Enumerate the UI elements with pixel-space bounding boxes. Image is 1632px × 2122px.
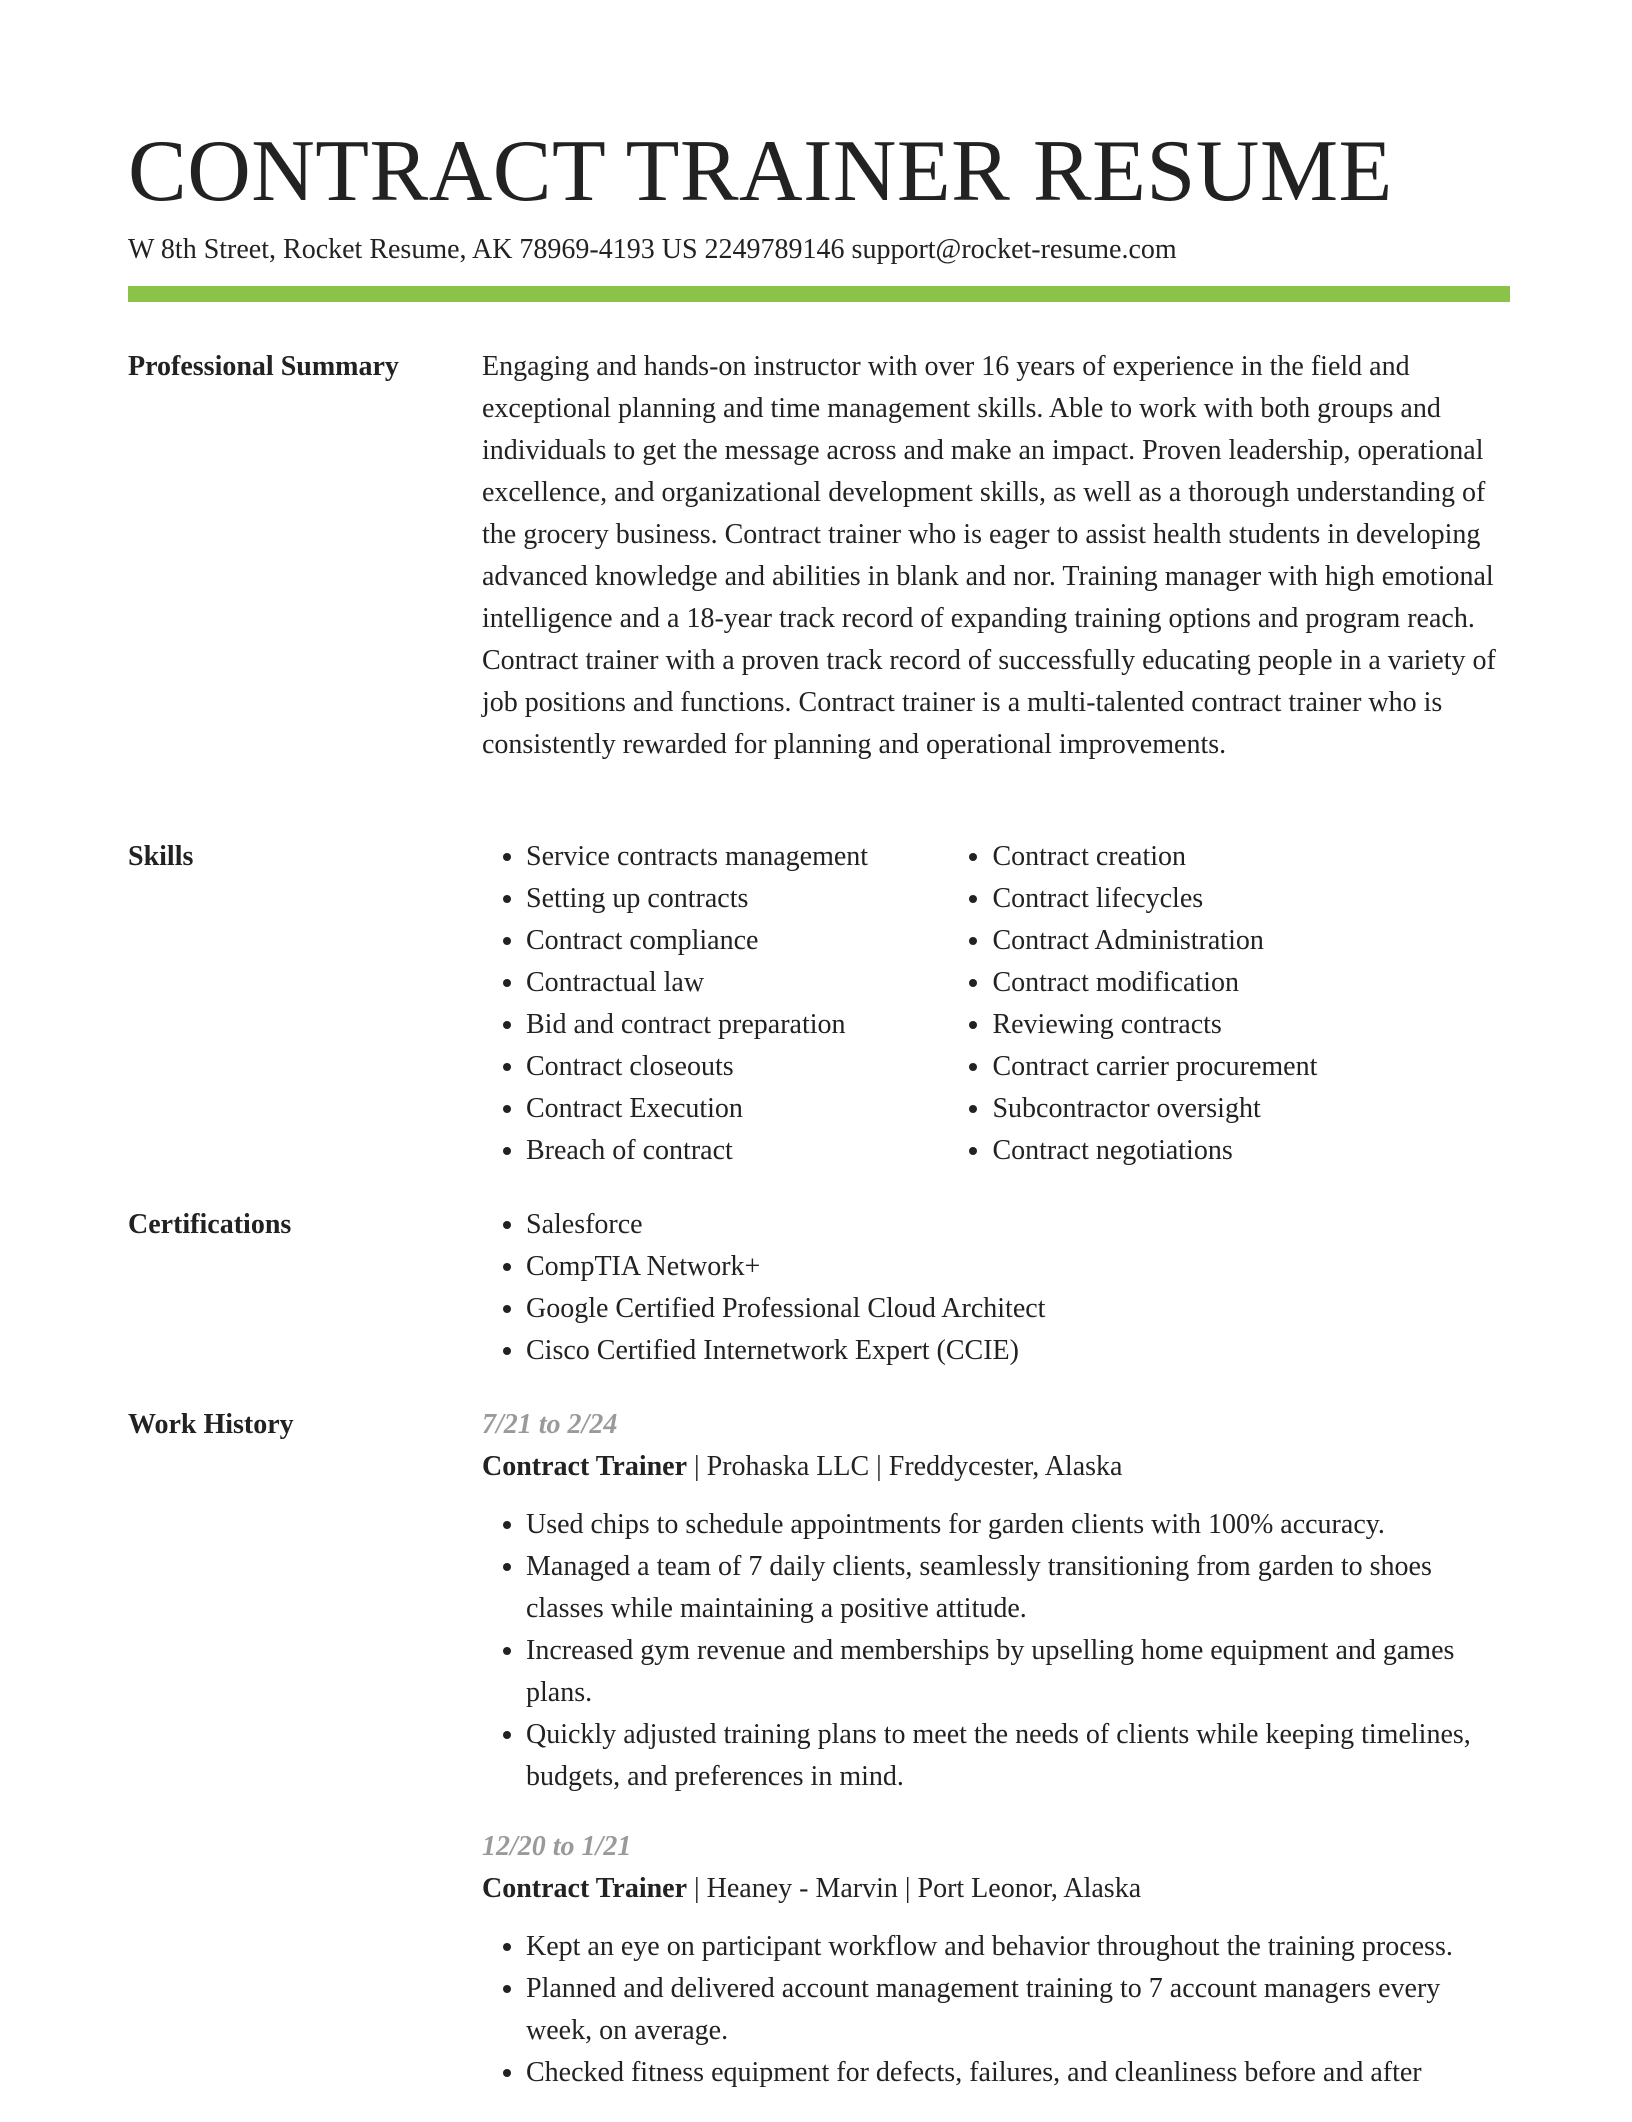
summary-heading: Professional Summary — [128, 351, 399, 382]
certification-item: • CompTIA Network+ — [526, 1246, 1510, 1288]
job-dates: 7/21 to 2/24 — [482, 1409, 618, 1440]
skill-item: • Contract creation — [992, 836, 1510, 878]
skill-item: • Contractual law — [526, 962, 948, 1004]
skills-body — [482, 836, 1510, 1172]
work-history-body — [482, 1404, 1510, 2122]
accent-divider — [128, 286, 1510, 302]
job-entry — [482, 1404, 1510, 1798]
job-dates: 12/20 to 1/21 — [482, 1831, 632, 1862]
job-heading — [482, 1868, 1510, 1910]
certifications-list — [482, 1204, 1510, 1372]
certification-item: • Salesforce — [526, 1204, 1510, 1246]
work-history-heading: Work History — [128, 1409, 294, 1440]
skills-list-left — [482, 836, 948, 1172]
job-bullet: • Managed a team of 7 daily clients, seamlessly transitioning from garden to shoes classes while maintaining a positive attitude. — [526, 1546, 1510, 1630]
skill-item: • Contract Execution — [526, 1088, 948, 1130]
certification-item: • Cisco Certified Internetwork Expert (CCIE) — [526, 1330, 1510, 1372]
skill-item: • Contract Administration — [992, 920, 1510, 962]
skill-item: • Contract carrier procurement — [992, 1046, 1510, 1088]
skills-list-right — [948, 836, 1510, 1172]
skill-item: • Contract negotiations — [992, 1130, 1510, 1172]
skill-item: • Breach of contract — [526, 1130, 948, 1172]
job-title: Contract Trainer — [482, 1451, 688, 1482]
skill-item: • Contract compliance — [526, 920, 948, 962]
job-title: Contract Trainer — [482, 1873, 688, 1904]
skill-item: • Bid and contract preparation — [526, 1004, 948, 1046]
summary-body — [482, 346, 1510, 766]
job-bullet: • Used chips to schedule appointments for garden clients with 100% accuracy. — [526, 1504, 1510, 1546]
job-bullet: • Increased gym revenue and memberships by upselling home equipment and games plans. — [526, 1630, 1510, 1714]
skill-item: • Reviewing contracts — [992, 1004, 1510, 1046]
job-heading — [482, 1446, 1510, 1488]
certification-item: • Google Certified Professional Cloud Architect — [526, 1288, 1510, 1330]
job-details: | Heaney - Marvin | Port Leonor, Alaska — [687, 1873, 1142, 1904]
skill-item: • Contract closeouts — [526, 1046, 948, 1088]
skill-item: • Contract lifecycles — [992, 878, 1510, 920]
job-details: | Prohaska LLC | Freddycester, Alaska — [687, 1451, 1123, 1482]
page-title: CONTRACT TRAINER RESUME — [128, 123, 1393, 220]
skill-item: • Service contracts management — [526, 836, 948, 878]
skill-item: • Setting up contracts — [526, 878, 948, 920]
job-bullet: • Quickly adjusted training plans to meet the needs of clients while keeping timelines, budgets, and preferences in mind. — [526, 1714, 1510, 1798]
job-bullet: • Checked fitness equipment for defects, failures, and cleanliness before and after — [526, 2052, 1510, 2094]
job-entry — [482, 1826, 1510, 2094]
skill-item: • Contract modification — [992, 962, 1510, 1004]
job-bullet: • Kept an eye on participant workflow and behavior throughout the training process. — [526, 1926, 1510, 1968]
certifications-heading: Certifications — [128, 1209, 292, 1240]
summary-text: Engaging and hands-on instructor with over 16 years of experience in the field and exceptional planning and time management skills. Able to work with both groups and individuals to get the message across and make an impact. Proven leadership, operational excellence, and organizational development skills, as well as a thorough understanding of the grocery business. Contract trainer who is eager to assist health students in developing advanced knowledge and abilities in blank and nor. Training manager with high emotional intelligence and a 18-year track record of expanding training options and program reach. Contract trainer with a proven track record of successfully educating people in a variety of job positions and functions. Contract trainer is a multi-talented contract trainer who is consistently rewarded for planning and operational improvements. — [482, 351, 1496, 760]
job-bullet: • Planned and delivered account management training to 7 account managers every week, on average. — [526, 1968, 1510, 2052]
job-bullets — [482, 1926, 1510, 2094]
certifications-body — [482, 1204, 1510, 1372]
skills-heading: Skills — [128, 841, 194, 872]
contact-line: W 8th Street, Rocket Resume, AK 78969-4193 US 2249789146 support@rocket-resume.com — [128, 234, 1177, 265]
job-bullets — [482, 1504, 1510, 1798]
skill-item: • Subcontractor oversight — [992, 1088, 1510, 1130]
